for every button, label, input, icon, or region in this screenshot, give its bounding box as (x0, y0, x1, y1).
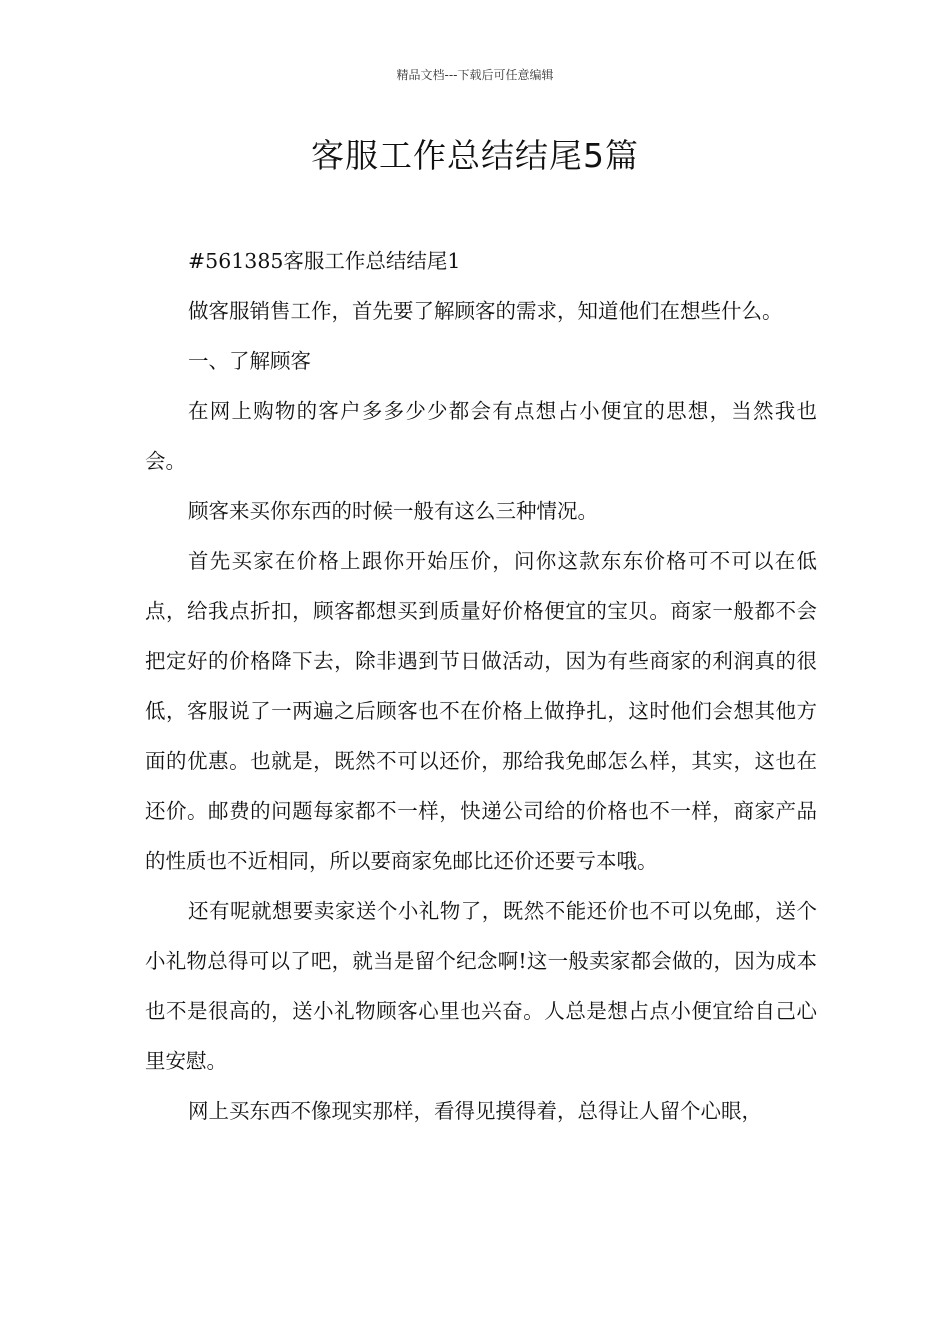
paragraph: 首先买家在价格上跟你开始压价，问你这款东东价格可不可以在低点，给我点折扣，顾客都想买到质量好价格便宜的宝贝。商家一般都不会把定好的价格降下去，除非遇到节日做活动，因为有些商家的利润真的很低，客服说了一两遍之后顾客也不在价格上做挣扎，这时他们会想其他方面的优惠。也就是，既然不可以还价，那给我免邮怎么样，其实，这也在还价。邮费的问题每家都不一样，快递公司给的价格也不一样，商家产品的性质也不近相同，所以要商家免邮比还价还要亏本哦。 (145, 549, 817, 873)
document-body (145, 236, 817, 1136)
paragraph: 做客服销售工作，首先要了解顾客的需求，知道他们在想些什么。 (188, 299, 783, 323)
paragraph: 网上买东西不像现实那样，看得见摸得着，总得让人留个心眼， (188, 1099, 762, 1123)
paragraph: 在网上购物的客户多多少少都会有点想占小便宜的思想，当然我也会。 (145, 399, 817, 473)
paragraph: 顾客来买你东西的时候一般有这么三种情况。 (188, 499, 598, 523)
section-heading: 一、了解顾客 (188, 349, 311, 373)
document-title: 客服工作总结结尾5篇 (311, 136, 639, 175)
page-header: 精品文档---下载后可任意编辑 (396, 68, 554, 82)
paragraph: 还有呢就想要卖家送个小礼物了，既然不能还价也不可以免邮，送个小礼物总得可以了吧，就当是留个纪念啊!这一般卖家都会做的，因为成本也不是很高的，送小礼物顾客心里也兴奋。人总是想占点小便宜给自己心里安慰。 (145, 899, 817, 1073)
section-heading: #561385客服工作总结结尾1 (188, 249, 461, 273)
